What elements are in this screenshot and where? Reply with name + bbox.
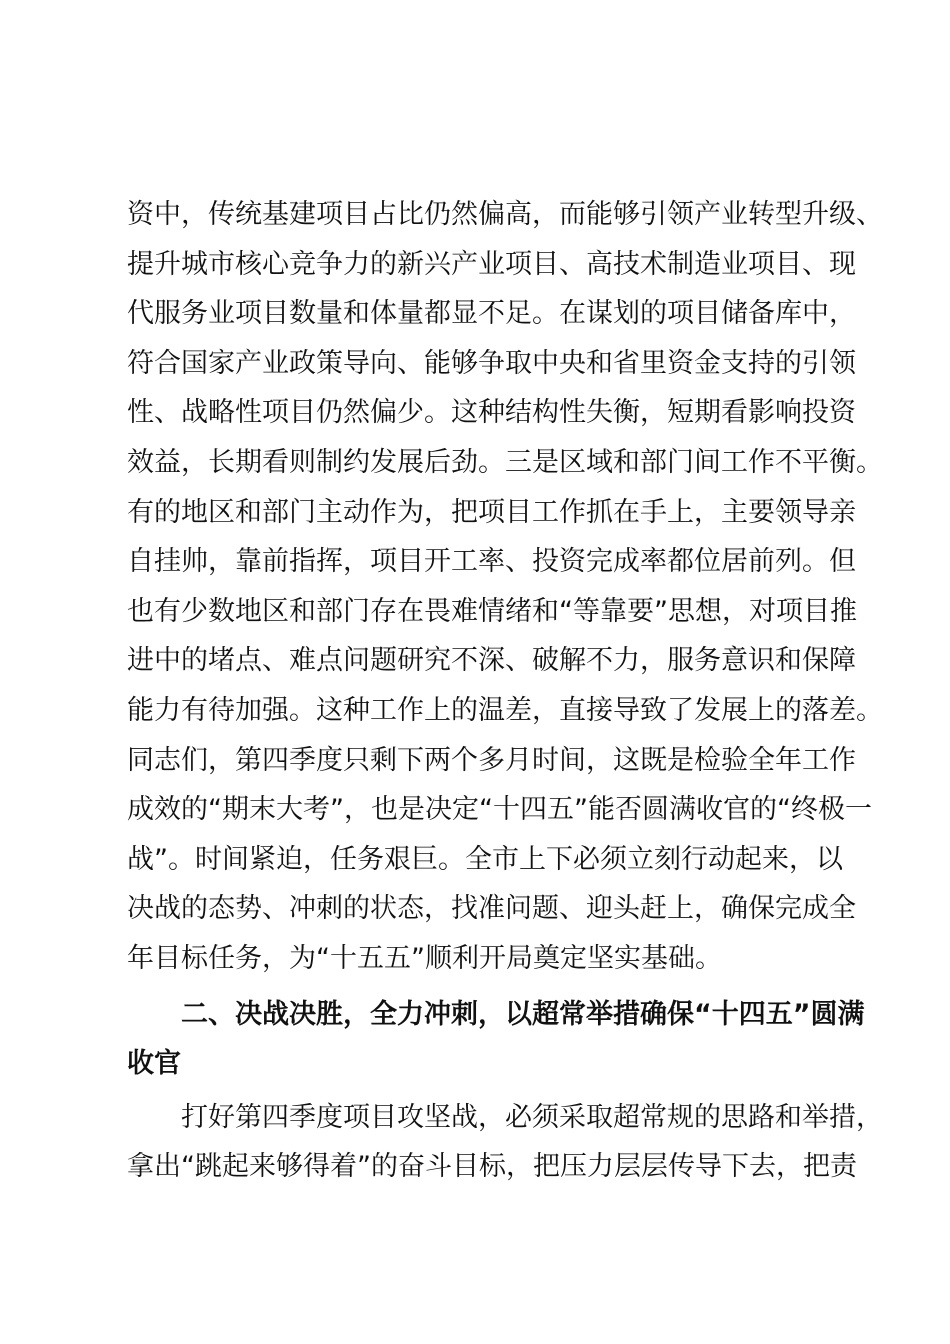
text-line: 符合国家产业政策导向、能够争取中央和省里资金支持的引领 — [127, 347, 856, 379]
text-line: 战”。时间紧迫，任务艰巨。全市上下必须立刻行动起来，以 — [127, 843, 843, 875]
text-line: 年目标任务，为“十五五”顺利开局奠定坚实基础。 — [127, 942, 722, 974]
text-line: 能力有待加强。这种工作上的温差，直接导致了发展上的落差。 — [127, 694, 883, 726]
text-line: 代服务业项目数量和体量都显不足。在谋划的项目储备库中， — [127, 298, 856, 330]
heading-line: 收官 — [127, 1048, 181, 1080]
text-line: 打好第四季度项目攻坚战，必须采取超常规的思路和举措， — [181, 1101, 883, 1133]
section-heading — [127, 990, 865, 1089]
text-line: 同志们，第四季度只剩下两个多月时间，这既是检验全年工作 — [127, 744, 856, 776]
text-line: 有的地区和部门主动作为，把项目工作抓在手上，主要领导亲 — [127, 496, 856, 528]
heading-line: 二、决战决胜，全力冲刺，以超常举措确保“十四五”圆满 — [181, 998, 865, 1030]
text-line: 性、战略性项目仍然偏少。这种结构性失衡，短期看影响投资 — [127, 397, 856, 429]
text-line: 效益，长期看则制约发展后劲。三是区域和部门间工作不平衡。 — [127, 446, 883, 478]
text-line: 也有少数地区和部门存在畏难情绪和“等靠要”思想，对项目推 — [127, 595, 857, 627]
text-line: 资中，传统基建项目占比仍然偏高，而能够引领产业转型升级、 — [127, 199, 883, 230]
text-line: 自挂帅，靠前指挥，项目开工率、投资完成率都位居前列。但 — [127, 546, 856, 578]
paragraph-continued — [127, 190, 883, 984]
text-line: 决战的态势、冲刺的状态，找准问题、迎头赶上，确保完成全 — [127, 893, 856, 925]
text-line: 提升城市核心竞争力的新兴产业项目、高技术制造业项目、现 — [127, 248, 856, 280]
text-line: 成效的“期末大考”，也是决定“十四五”能否圆满收官的“终极一 — [127, 794, 872, 826]
text-line: 进中的堵点、难点问题研究不深、破解不力，服务意识和保障 — [127, 645, 856, 677]
text-line: 拿出“跳起来够得着”的奋斗目标，把压力层层传导下去，把责 — [127, 1151, 857, 1183]
paragraph — [127, 1093, 883, 1192]
document-body — [127, 190, 883, 1192]
